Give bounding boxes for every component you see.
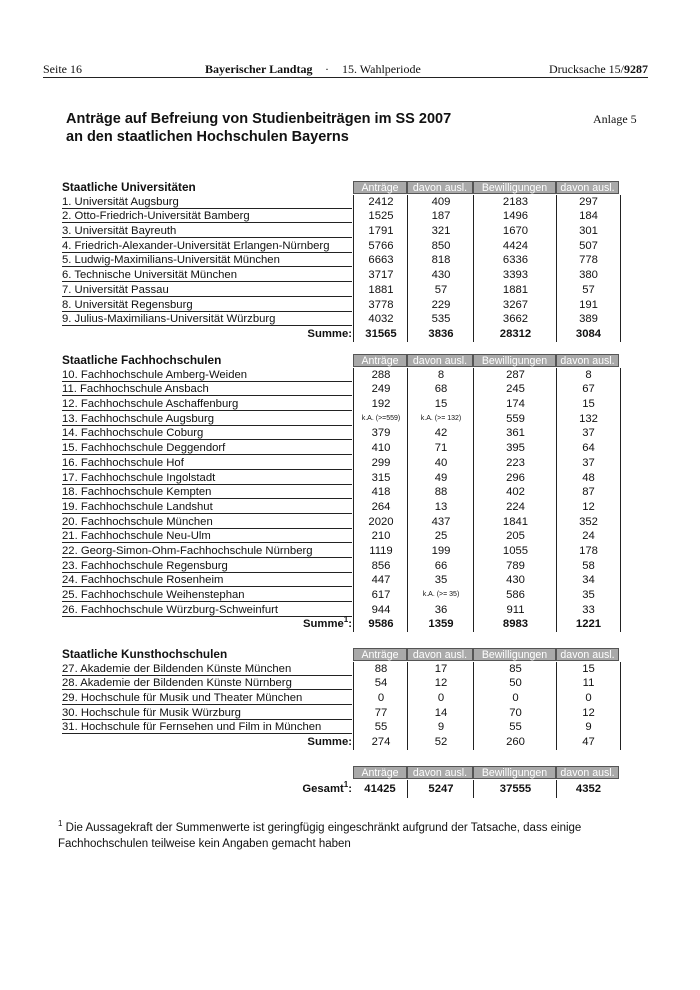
cell-davon-ausl: 25	[407, 529, 474, 544]
cell-bewilligungen: 3267	[473, 298, 557, 313]
institution-name: 3. Universität Bayreuth	[62, 224, 352, 238]
cell-davon-ausl-2: 9	[556, 720, 621, 735]
cell-davon-ausl: 88	[407, 485, 474, 500]
table-row	[60, 253, 620, 268]
cell-bewilligungen: 1841	[473, 515, 557, 530]
header-rule	[43, 77, 648, 78]
cell-davon-ausl: k.A. (>= 35)	[407, 588, 474, 603]
cell-antraege: 77	[353, 706, 408, 721]
table-row	[60, 485, 620, 500]
table-row	[60, 209, 620, 224]
sum-antraege: 9586	[353, 617, 408, 632]
cell-antraege: 2412	[353, 195, 408, 210]
total-davon-ausl-2: 4352	[556, 780, 620, 798]
cell-antraege: 856	[353, 559, 408, 574]
cell-bewilligungen: 70	[473, 706, 557, 721]
cell-bewilligungen: 205	[473, 529, 557, 544]
footnote-text: Die Aussagekraft der Summenwerte ist geringfügig eingeschränkt aufgrund der Tatsache, dass einige Fachhochschulen teilweise kein Angaben gemacht haben	[58, 822, 582, 850]
sum-davon-ausl: 3836	[407, 327, 474, 342]
table-row	[60, 239, 620, 254]
institution-name: 2. Otto-Friedrich-Universität Bamberg	[62, 209, 352, 223]
cell-davon-ausl: 15	[407, 397, 474, 412]
cell-antraege: 1119	[353, 544, 408, 559]
sum-bewilligungen: 8983	[473, 617, 557, 632]
sum-davon-ausl-2: 3084	[556, 327, 621, 342]
cell-antraege: 55	[353, 720, 408, 735]
cell-davon-ausl-2: 778	[556, 253, 621, 268]
institution-name: 13. Fachhochschule Augsburg	[62, 412, 352, 426]
cell-davon-ausl-2: 64	[556, 441, 621, 456]
cell-bewilligungen: 2183	[473, 195, 557, 210]
cell-davon-ausl-2: 48	[556, 471, 621, 486]
cell-davon-ausl: 49	[407, 471, 474, 486]
cell-antraege: 2020	[353, 515, 408, 530]
cell-antraege: 315	[353, 471, 408, 486]
section-header	[60, 647, 620, 662]
total-table	[60, 765, 620, 798]
institution-name: 19. Fachhochschule Landshut	[62, 500, 352, 514]
cell-davon-ausl-2: 12	[556, 500, 621, 515]
cell-antraege: 1881	[353, 283, 408, 298]
cell-bewilligungen: 3393	[473, 268, 557, 283]
cell-davon-ausl-2: 191	[556, 298, 621, 313]
column-header-davon-ausl: davon ausl.	[407, 648, 473, 661]
total-label: Gesamt$^1$:	[302, 779, 352, 795]
cell-davon-ausl: 71	[407, 441, 474, 456]
cell-bewilligungen: 361	[473, 426, 557, 441]
cell-davon-ausl: 8	[407, 368, 474, 383]
sum-antraege: 274	[353, 735, 408, 750]
legislative-period: 15. Wahlperiode	[342, 62, 421, 76]
sum-davon-ausl-2: 1221	[556, 617, 621, 632]
cell-bewilligungen: 55	[473, 720, 557, 735]
table-row	[60, 662, 620, 677]
table-row	[60, 515, 620, 530]
table-row	[60, 368, 620, 383]
institution-name: 15. Fachhochschule Deggendorf	[62, 441, 352, 455]
sum-label: Summe:	[307, 736, 352, 749]
cell-davon-ausl: 14	[407, 706, 474, 721]
cell-bewilligungen: 245	[473, 382, 557, 397]
institution-name: 27. Akademie der Bildenden Künste München	[62, 662, 352, 676]
cell-bewilligungen: 85	[473, 662, 557, 677]
universities-table	[60, 180, 620, 344]
cell-bewilligungen: 586	[473, 588, 557, 603]
cell-davon-ausl-2: 0	[556, 691, 621, 706]
total-bewilligungen: 37555	[473, 780, 557, 798]
institution-name: 16. Fachhochschule Hof	[62, 456, 352, 470]
annex-label: Anlage 5	[593, 112, 637, 126]
separator-dot: ·	[325, 62, 329, 76]
cell-bewilligungen: 1496	[473, 209, 557, 224]
institution-name: 11. Fachhochschule Ansbach	[62, 382, 352, 396]
institution-name: 28. Akademie der Bildenden Künste Nürnberg	[62, 676, 352, 690]
institution-name: 25. Fachhochschule Weihenstephan	[62, 588, 352, 602]
column-header-bewilligungen: Bewilligungen	[473, 766, 556, 779]
cell-davon-ausl-2: 57	[556, 283, 621, 298]
institution-name: 12. Fachhochschule Aschaffenburg	[62, 397, 352, 411]
table-row	[60, 559, 620, 574]
cell-antraege: 249	[353, 382, 408, 397]
institution-name: 22. Georg-Simon-Ohm-Fachhochschule Nürnberg	[62, 544, 352, 558]
column-header-davon-ausl-2: davon ausl.	[556, 354, 619, 367]
cell-davon-ausl-2: 58	[556, 559, 621, 574]
cell-bewilligungen: 559	[473, 412, 557, 427]
sum-bewilligungen: 28312	[473, 327, 557, 342]
cell-davon-ausl-2: 507	[556, 239, 621, 254]
title-line-1: Anträge auf Befreiung von Studienbeiträgen im SS 2007	[66, 111, 452, 127]
sum-bewilligungen: 260	[473, 735, 557, 750]
institution-name: 8. Universität Regensburg	[62, 298, 352, 312]
cell-davon-ausl-2: 15	[556, 397, 621, 412]
institution-name: 4. Friedrich-Alexander-Universität Erlangen-Nürnberg	[62, 239, 352, 253]
section-header	[60, 353, 620, 368]
institution-name: 5. Ludwig-Maximilians-Universität München	[62, 253, 352, 267]
table-row	[60, 573, 620, 588]
table-row	[60, 588, 620, 603]
table-body	[60, 662, 620, 735]
table-row	[60, 720, 620, 735]
institution-name: 1. Universität Augsburg	[62, 195, 352, 209]
table-row	[60, 195, 620, 210]
document-number: Drucksache 15/9287	[549, 62, 648, 76]
cell-bewilligungen: 287	[473, 368, 557, 383]
cell-bewilligungen: 174	[473, 397, 557, 412]
institution-name: 24. Fachhochschule Rosenheim	[62, 573, 352, 587]
institution-name: 26. Fachhochschule Würzburg-Schweinfurt	[62, 603, 352, 617]
institution-name: 7. Universität Passau	[62, 283, 352, 297]
kunsthochschulen-table	[60, 647, 620, 752]
cell-antraege: 6663	[353, 253, 408, 268]
cell-davon-ausl: 535	[407, 312, 474, 327]
cell-bewilligungen: 1670	[473, 224, 557, 239]
title-line-2: an den staatlichen Hochschulen Bayerns	[66, 129, 349, 145]
cell-davon-ausl-2: 8	[556, 368, 621, 383]
column-header-davon-ausl: davon ausl.	[407, 766, 473, 779]
table-row	[60, 676, 620, 691]
cell-davon-ausl-2: 87	[556, 485, 621, 500]
cell-davon-ausl-2: 184	[556, 209, 621, 224]
total-header	[60, 765, 620, 780]
page-title	[66, 110, 451, 146]
fachhochschulen-table	[60, 353, 620, 634]
table-body	[60, 368, 620, 618]
cell-davon-ausl-2: 132	[556, 412, 621, 427]
total-row	[60, 780, 620, 798]
column-header-davon-ausl-2: davon ausl.	[556, 648, 619, 661]
table-row	[60, 224, 620, 239]
cell-bewilligungen: 911	[473, 603, 557, 618]
sum-davon-ausl-2: 47	[556, 735, 621, 750]
institution-name: 14. Fachhochschule Coburg	[62, 426, 352, 440]
cell-antraege: 210	[353, 529, 408, 544]
cell-antraege: 418	[353, 485, 408, 500]
table-row	[60, 312, 620, 327]
institution-name: 31. Hochschule für Fernsehen und Film in München	[62, 720, 352, 734]
cell-antraege: 617	[353, 588, 408, 603]
institution-name: 29. Hochschule für Musik und Theater München	[62, 691, 352, 705]
cell-antraege: 54	[353, 676, 408, 691]
cell-davon-ausl-2: 380	[556, 268, 621, 283]
total-davon-ausl: 5247	[407, 780, 474, 798]
cell-antraege: 447	[353, 573, 408, 588]
institution-name: 30. Hochschule für Musik Würzburg	[62, 706, 352, 720]
table-row	[60, 544, 620, 559]
cell-bewilligungen: 3662	[473, 312, 557, 327]
sum-row	[60, 617, 620, 634]
cell-davon-ausl: 12	[407, 676, 474, 691]
cell-antraege: 288	[353, 368, 408, 383]
cell-antraege: 1791	[353, 224, 408, 239]
cell-davon-ausl: 409	[407, 195, 474, 210]
cell-davon-ausl: 42	[407, 426, 474, 441]
cell-antraege: 379	[353, 426, 408, 441]
cell-davon-ausl: 0	[407, 691, 474, 706]
cell-antraege: 410	[353, 441, 408, 456]
table-row	[60, 283, 620, 298]
section-title: Staatliche Kunsthochschulen	[62, 647, 228, 661]
cell-bewilligungen: 430	[473, 573, 557, 588]
running-head	[43, 62, 648, 78]
column-header-antraege: Anträge	[353, 766, 407, 779]
institution-name: 23. Fachhochschule Regensburg	[62, 559, 352, 573]
cell-bewilligungen: 0	[473, 691, 557, 706]
sum-davon-ausl: 1359	[407, 617, 474, 632]
cell-davon-ausl-2: 297	[556, 195, 621, 210]
table-row	[60, 298, 620, 313]
footnote	[58, 820, 638, 852]
cell-davon-ausl: 57	[407, 283, 474, 298]
cell-antraege: k.A. (>=559)	[353, 412, 408, 427]
table-row	[60, 382, 620, 397]
cell-davon-ausl-2: 35	[556, 588, 621, 603]
column-header-davon-ausl: davon ausl.	[407, 354, 473, 367]
column-header-bewilligungen: Bewilligungen	[473, 354, 556, 367]
cell-davon-ausl: 850	[407, 239, 474, 254]
institution-name: 17. Fachhochschule Ingolstadt	[62, 471, 352, 485]
sum-antraege: 31565	[353, 327, 408, 342]
cell-bewilligungen: 1055	[473, 544, 557, 559]
cell-antraege: 0	[353, 691, 408, 706]
cell-davon-ausl: 66	[407, 559, 474, 574]
cell-antraege: 299	[353, 456, 408, 471]
cell-davon-ausl-2: 12	[556, 706, 621, 721]
cell-antraege: 1525	[353, 209, 408, 224]
institution-name: 18. Fachhochschule Kempten	[62, 485, 352, 499]
cell-davon-ausl-2: 37	[556, 426, 621, 441]
total-antraege: 41425	[364, 782, 396, 795]
cell-davon-ausl: 40	[407, 456, 474, 471]
cell-davon-ausl: 36	[407, 603, 474, 618]
cell-bewilligungen: 6336	[473, 253, 557, 268]
cell-davon-ausl-2: 389	[556, 312, 621, 327]
cell-bewilligungen: 1881	[473, 283, 557, 298]
table-row	[60, 456, 620, 471]
table-body	[60, 195, 620, 327]
cell-antraege: 3778	[353, 298, 408, 313]
table-row	[60, 471, 620, 486]
section-title: Staatliche Universitäten	[62, 180, 196, 194]
cell-davon-ausl: 68	[407, 382, 474, 397]
cell-antraege: 4032	[353, 312, 408, 327]
cell-bewilligungen: 402	[473, 485, 557, 500]
table-row	[60, 706, 620, 721]
table-row	[60, 268, 620, 283]
cell-davon-ausl: k.A. (>= 132)	[407, 412, 474, 427]
cell-bewilligungen: 789	[473, 559, 557, 574]
cell-davon-ausl: 187	[407, 209, 474, 224]
institution-name: 6. Technische Universität München	[62, 268, 352, 282]
institution-name: 9. Julius-Maximilians-Universität Würzburg	[62, 312, 352, 326]
parliament-name: Bayerischer Landtag	[205, 62, 313, 76]
cell-bewilligungen: 50	[473, 676, 557, 691]
section-header	[60, 180, 620, 195]
cell-bewilligungen: 4424	[473, 239, 557, 254]
institution-name: 20. Fachhochschule München	[62, 515, 352, 529]
cell-davon-ausl: 818	[407, 253, 474, 268]
cell-antraege: 3717	[353, 268, 408, 283]
cell-antraege: 5766	[353, 239, 408, 254]
cell-davon-ausl: 199	[407, 544, 474, 559]
column-header-bewilligungen: Bewilligungen	[473, 181, 556, 194]
section-title: Staatliche Fachhochschulen	[62, 353, 222, 367]
cell-bewilligungen: 296	[473, 471, 557, 486]
table-row	[60, 426, 620, 441]
column-header-davon-ausl: davon ausl.	[407, 181, 473, 194]
cell-davon-ausl: 437	[407, 515, 474, 530]
cell-davon-ausl: 13	[407, 500, 474, 515]
cell-davon-ausl-2: 15	[556, 662, 621, 677]
cell-bewilligungen: 223	[473, 456, 557, 471]
column-header-bewilligungen: Bewilligungen	[473, 648, 556, 661]
sum-row	[60, 735, 620, 752]
cell-antraege: 88	[353, 662, 408, 677]
institution-name: 10. Fachhochschule Amberg-Weiden	[62, 368, 352, 382]
cell-antraege: 264	[353, 500, 408, 515]
cell-davon-ausl: 229	[407, 298, 474, 313]
cell-davon-ausl-2: 178	[556, 544, 621, 559]
cell-davon-ausl: 430	[407, 268, 474, 283]
cell-davon-ausl: 9	[407, 720, 474, 735]
page-number: Seite 16	[43, 62, 82, 76]
cell-bewilligungen: 224	[473, 500, 557, 515]
table-row	[60, 397, 620, 412]
cell-antraege: 944	[353, 603, 408, 618]
table-row	[60, 500, 620, 515]
cell-davon-ausl: 35	[407, 573, 474, 588]
table-row	[60, 529, 620, 544]
cell-davon-ausl-2: 67	[556, 382, 621, 397]
cell-davon-ausl-2: 33	[556, 603, 621, 618]
cell-davon-ausl-2: 37	[556, 456, 621, 471]
sum-davon-ausl: 52	[407, 735, 474, 750]
column-header-antraege: Anträge	[353, 181, 407, 194]
table-row	[60, 691, 620, 706]
sum-row	[60, 327, 620, 344]
sum-label: Summe:	[307, 327, 352, 340]
cell-davon-ausl: 17	[407, 662, 474, 677]
table-row	[60, 441, 620, 456]
institution-name: 21. Fachhochschule Neu-Ulm	[62, 529, 352, 543]
sum-label: Summe$^1$:	[302, 615, 352, 631]
footnote-marker: 1	[58, 819, 63, 829]
cell-davon-ausl-2: 352	[556, 515, 621, 530]
table-row	[60, 603, 620, 618]
cell-antraege: 192	[353, 397, 408, 412]
column-header-antraege: Anträge	[353, 648, 407, 661]
column-header-antraege: Anträge	[353, 354, 407, 367]
cell-davon-ausl: 321	[407, 224, 474, 239]
cell-davon-ausl-2: 24	[556, 529, 621, 544]
cell-davon-ausl-2: 11	[556, 676, 621, 691]
cell-davon-ausl-2: 34	[556, 573, 621, 588]
cell-davon-ausl-2: 301	[556, 224, 621, 239]
column-header-davon-ausl-2: davon ausl.	[556, 181, 619, 194]
table-row	[60, 412, 620, 427]
cell-bewilligungen: 395	[473, 441, 557, 456]
column-header-davon-ausl-2: davon ausl.	[556, 766, 619, 779]
